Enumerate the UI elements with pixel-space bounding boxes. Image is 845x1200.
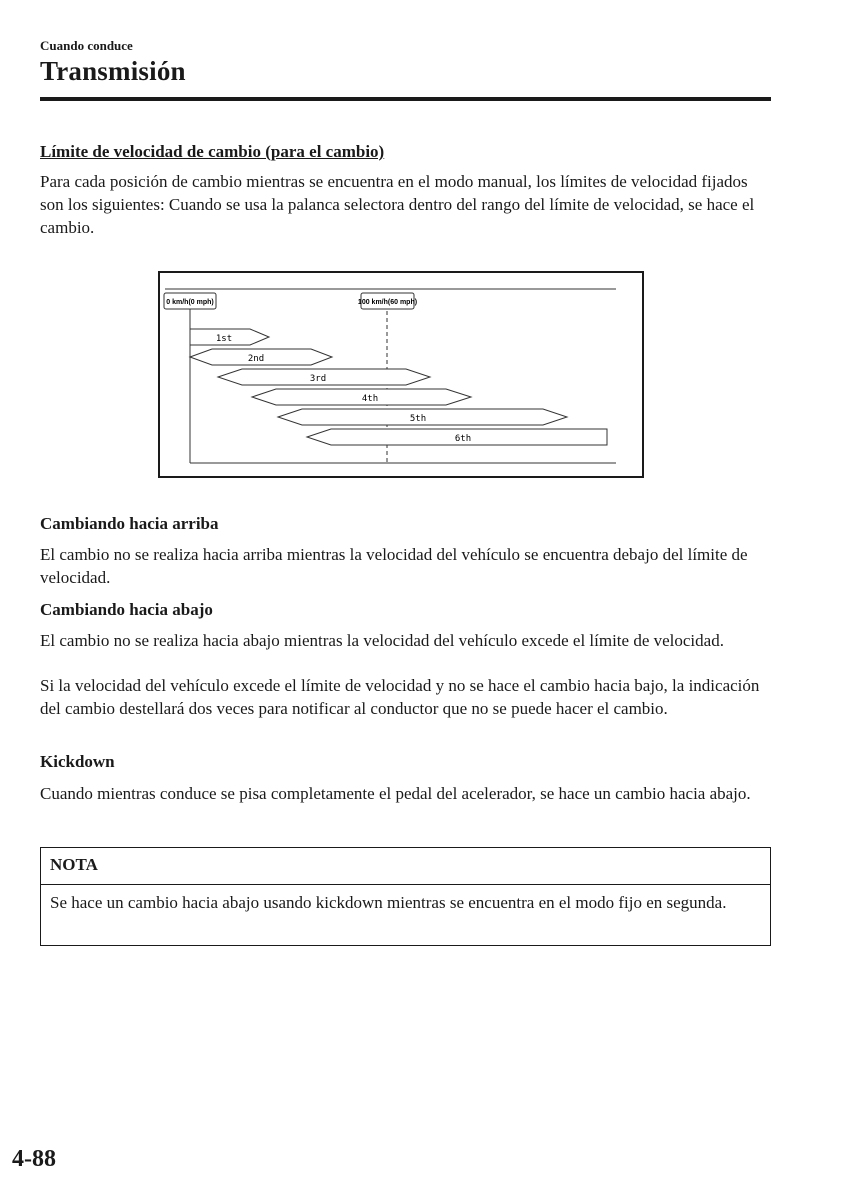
note-text: Se hace un cambio hacia abajo usando kickdown mientras se encuentra en el modo fijo en segunda.: [50, 893, 727, 912]
gear-label-2nd: 2nd: [247, 354, 265, 364]
speed-label-100: 100 km/h(60 mph): [357, 299, 418, 306]
downshift-text-1: El cambio no se realiza hacia abajo mientras la velocidad del vehículo excede el límite de velocidad.: [40, 631, 724, 650]
downshift-heading: Cambiando hacia abajo: [40, 600, 213, 619]
kickdown-text: Cuando mientras conduce se pisa completamente el pedal del acelerador, se hace un cambio hacia abajo.: [40, 784, 751, 803]
gear-label-3rd: 3rd: [309, 374, 327, 384]
gear-label-1st: 1st: [215, 334, 233, 344]
note-heading: NOTA: [41, 848, 770, 885]
gear-label-4th: 4th: [361, 394, 379, 404]
shift-speed-diagram-svg: [160, 273, 642, 476]
speed-limit-heading: Límite de velocidad de cambio (para el cambio): [40, 142, 385, 161]
note-box: [40, 847, 771, 946]
page-number: 4-88: [12, 1146, 56, 1172]
page-title: Transmisión: [40, 56, 186, 86]
gear-label-6th: 6th: [454, 434, 472, 444]
upshift-heading: Cambiando hacia arriba: [40, 514, 219, 533]
title-rule: [40, 97, 771, 101]
speed-label-0: 0 km/h(0 mph): [166, 299, 214, 306]
section-label: Cuando conduce: [40, 38, 133, 53]
upshift-text: El cambio no se realiza hacia arriba mientras la velocidad del vehículo se encuentra debajo del límite de velocidad.: [40, 545, 748, 587]
gear-label-5th: 5th: [409, 414, 427, 424]
kickdown-heading: Kickdown: [40, 752, 115, 771]
speed-limit-intro: Para cada posición de cambio mientras se encuentra en el modo manual, los límites de velocidad fijados son los siguientes: Cuando se usa la palanca selectora dentro del rango del límite de velocidad, se hace el cambio.: [40, 172, 755, 237]
downshift-text-2: Si la velocidad del vehículo excede el límite de velocidad y no se hace el cambio hacia bajo, la indicación del cambio destellará dos veces para notificar al conductor que no se puede hacer el cambio.: [40, 676, 760, 718]
shift-speed-diagram: [158, 271, 644, 478]
